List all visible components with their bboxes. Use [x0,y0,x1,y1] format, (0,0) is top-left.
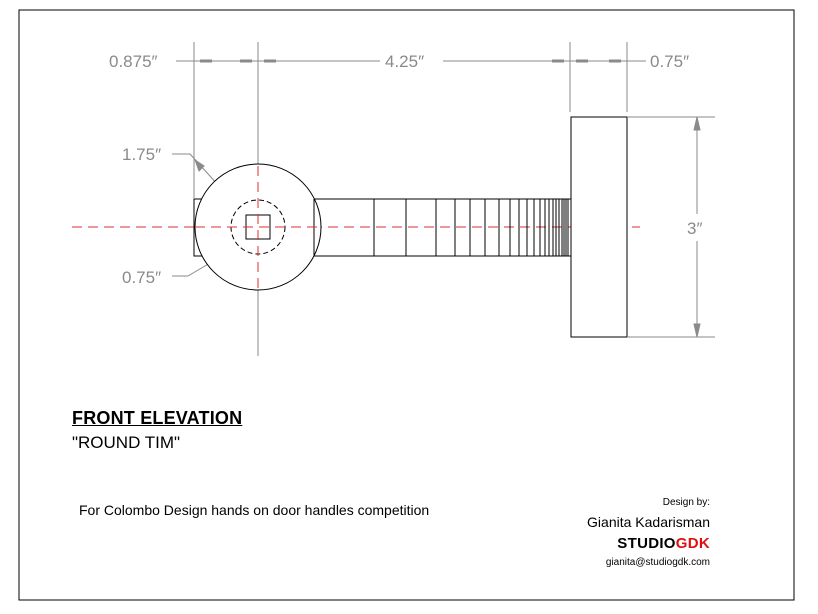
studio-suffix: GDK [675,535,710,552]
designer-email: gianita@studiogdk.com [605,557,710,568]
mounting-plate [571,117,627,337]
drawing-subtitle: "ROUND TIM" [72,433,181,452]
dimension-right-width: 0.75″ [650,52,690,71]
studio-logo [617,535,710,552]
designer-name: Gianita Kadarisman [587,514,710,530]
dimension-center-width: 4.25″ [385,52,425,71]
credit-label: Design by: [662,497,710,508]
dimension-outer-diameter: 1.75″ [122,145,162,164]
studio-prefix: STUDIO [617,535,676,552]
dimension-left-width: 0.875″ [109,52,158,71]
dimension-height: 3″ [687,219,703,238]
competition-note: For Colombo Design hands on door handles competition [79,502,430,518]
drawing-title: FRONT ELEVATION [72,408,243,428]
dimension-inner-diameter: 0.75″ [122,268,162,287]
